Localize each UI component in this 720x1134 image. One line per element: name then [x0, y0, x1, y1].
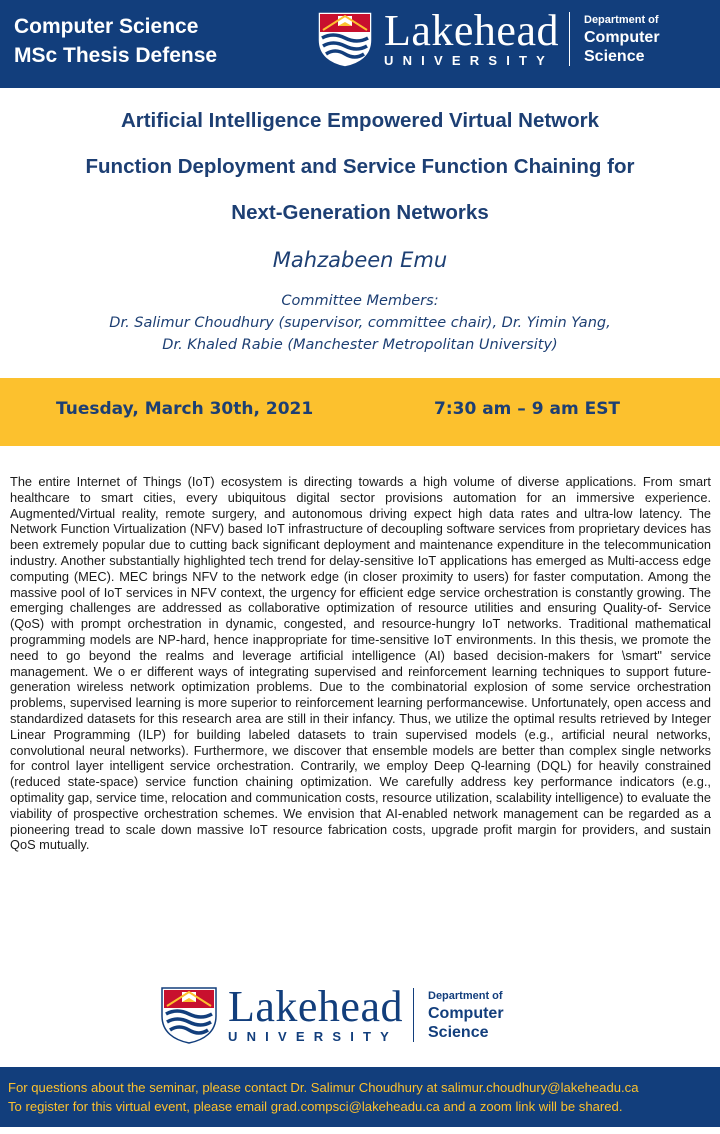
dept-line1: Department of — [584, 13, 659, 26]
logo-divider — [569, 12, 570, 66]
event-title — [14, 12, 217, 70]
dept-line3: Science — [428, 1023, 489, 1041]
logo-divider — [413, 988, 414, 1042]
thesis-title-line1: Artificial Intelligence Empowered Virtual Network — [120, 109, 600, 132]
dept-line2: Computer — [584, 28, 660, 46]
committee-label: Committee Members: — [281, 293, 439, 309]
thesis-title-line3: Next-Generation Networks — [231, 201, 489, 224]
thesis-title-line2: Function Deployment and Service Function Chaining for — [85, 155, 635, 178]
wordmark — [228, 981, 403, 1044]
committee-line2: Dr. Khaled Rabie (Manchester Metropolitan University) — [162, 337, 558, 353]
author-name: Mahzabeen Emu — [272, 248, 448, 272]
footer-band — [0, 1067, 720, 1127]
dept-line1: Department of — [428, 989, 503, 1002]
wordmark-name: Lakehead — [384, 5, 559, 55]
event-time: 7:30 am – 9 am EST — [434, 399, 621, 419]
crest-icon — [160, 986, 218, 1044]
footer-register-line: To register for this virtual event, please email grad.compsci@lakeheadu.ca and a zoom link will be shared. — [8, 1099, 623, 1114]
committee — [0, 290, 720, 356]
committee-line1: Dr. Salimur Choudhury (supervisor, committee chair), Dr. Yimin Yang, — [109, 315, 611, 331]
dept-line3: Science — [584, 47, 645, 65]
wordmark — [384, 5, 559, 68]
footer-contact-line: For questions about the seminar, please contact Dr. Salimur Choudhury at salimur.choudhury@lakeheadu.ca — [8, 1080, 639, 1095]
header-band — [0, 0, 720, 88]
event-title-line2: MSc Thesis Defense — [14, 44, 218, 67]
event-title-line1: Computer Science — [14, 15, 199, 38]
crest-icon — [316, 10, 374, 68]
department-label — [584, 13, 660, 66]
wordmark-name: Lakehead — [228, 981, 403, 1031]
event-date: Tuesday, March 30th, 2021 — [56, 399, 314, 419]
university-logo-header — [316, 5, 660, 68]
thesis-title — [0, 98, 720, 236]
department-label — [428, 989, 504, 1042]
wordmark-university: UNIVERSITY — [384, 52, 555, 68]
university-logo-footer — [160, 981, 504, 1044]
date-band — [0, 378, 720, 446]
wordmark-university: UNIVERSITY — [228, 1028, 399, 1044]
abstract-text: The entire Internet of Things (IoT) ecosystem is directing towards a high volume of diverse applications. From smart healthcare to smart cities, every ubiquitous digital sector provisions automation for an immersive experience. Augmented/Virtual reality, remote surgery, and autonomous driving expect high data rates and ultra-low latency. The Network Function Virtualization (NFV) based IoT infrastructure of decoupling software services from proprietary devices has been extremely popular due to cutting back significant deployment and maintenance expenditure in the telecommunication industry. Another substantially highlighted tech trend for delay-sensitive IoT applications has emerged as Multi-access edge computing (MEC). MEC brings NFV to the network edge (in closer proximity to users) for faster computation. Among the massive pool of IoT services in NFV context, the urgency for efficient edge service orchestration is constantly growing. The emerging challenges are addressed as collaborative optimization of resource utilities and ensuring Quality-of- Service (QoS) with prompt orchestration in dynamic, congested, and resource-hungry IoT networks. Traditional mathematical programming models are NP-hard, hence inappropriate for time-sensitive IoT environments. In this thesis, we promote the need to go beyond the realms and leverage artificial intelligence (AI) based decision-makers for \smart" service management. We o er different ways of integrating supervised and reinforcement learning techniques to support future-generation wireless network optimization problems. Due to the combinatorial explosion of some service orchestration problems, supervised learning is more superior to reinforcement learning performancewise. Unfortunately, open access and standardized datasets for this research area are still in their infancy. Thus, we utilize the optimal results retrieved by Integer Linear Programming (ILP) for building labeled datasets to train supervised models (e.g., artificial neural networks, convolutional neural networks). Furthermore, we discover that ensemble models are better than complex single networks for control layer intelligent service orchestration. Contrarily, we employ Deep Q-learning (DQL) for heavily constrained (reduced state-space) service function chaining optimization. We carefully address key performance indicators (e.g., optimality gap, service time, relocation and communication costs, resource utilization, scalability intelligence) to evaluate the viability of prospective orchestration schemes. We envision that AI-enabled network management can be regarded as a pioneering tread to scale down massive IoT resource fabrication costs, upgrade profit margin for providers, and sustain QoS mutually. — [10, 474, 711, 853]
dept-line2: Computer — [428, 1004, 504, 1022]
